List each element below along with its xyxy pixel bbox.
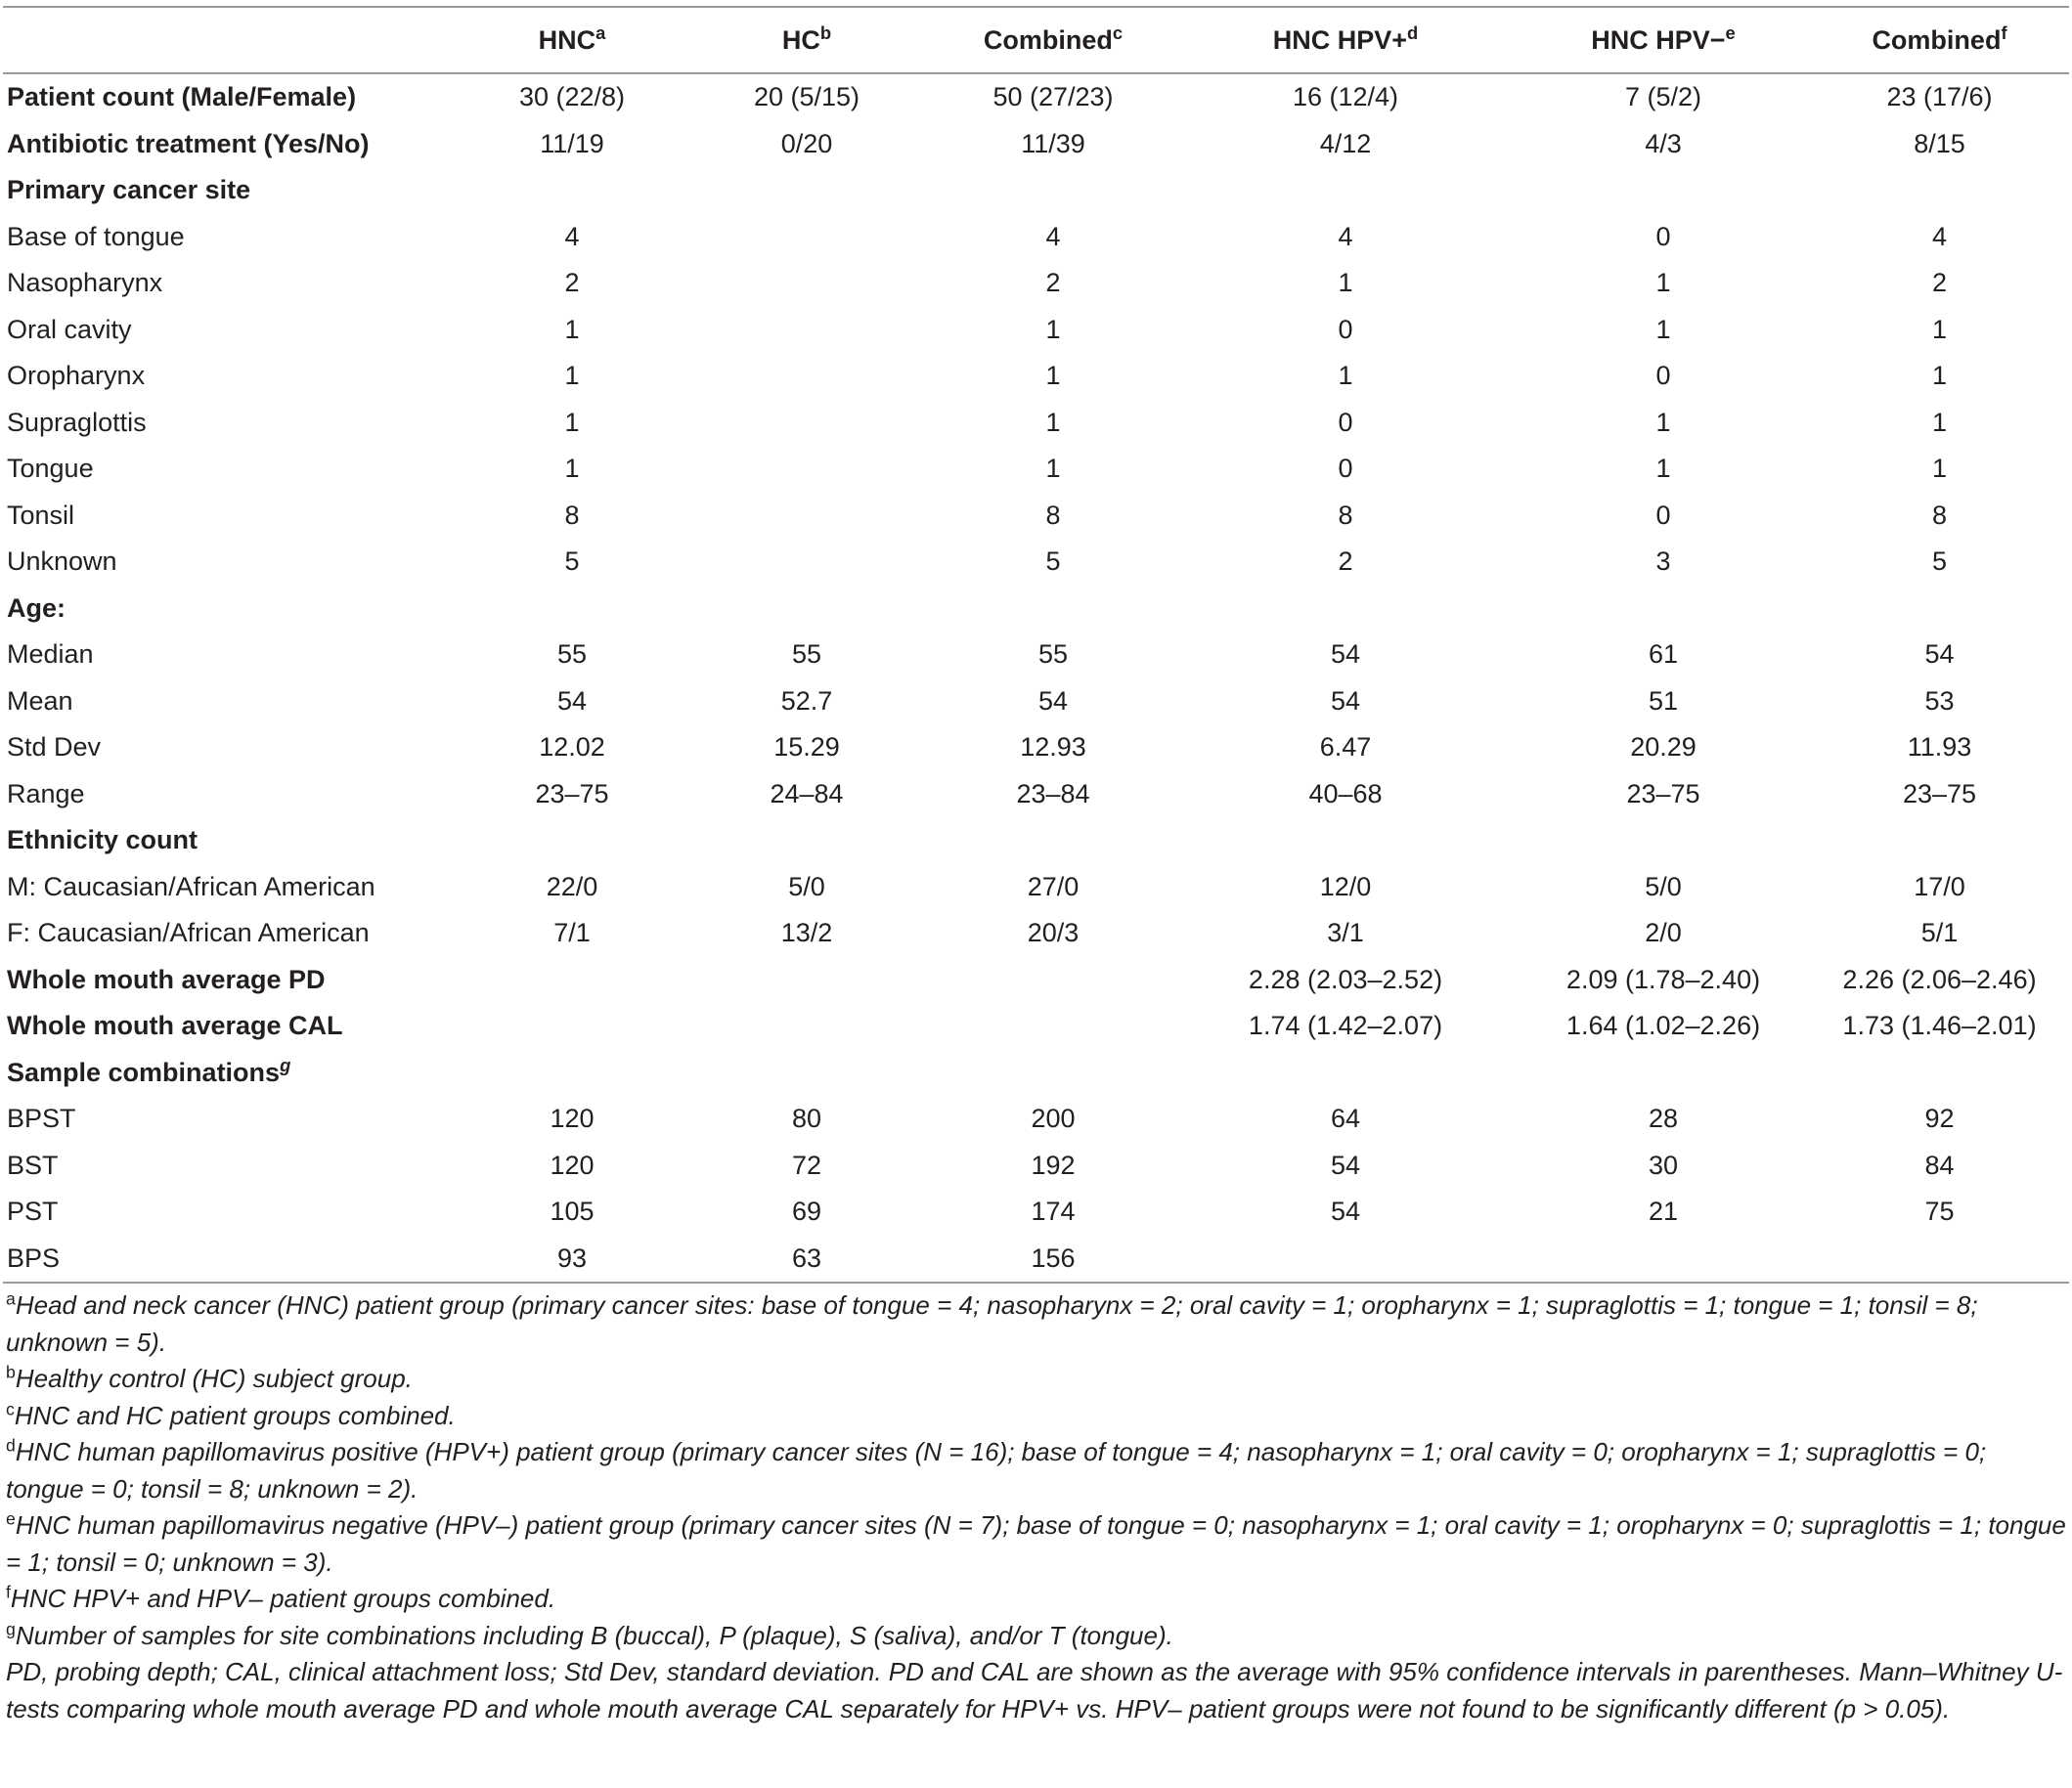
table-cell: 8 xyxy=(1931,500,1948,530)
row-label-cell xyxy=(3,1096,463,1143)
table-cell xyxy=(932,957,1174,1004)
table-cell: 1 xyxy=(564,454,580,484)
table-cell: 0 xyxy=(1655,500,1671,530)
table-cell: 13/2 xyxy=(780,918,833,948)
row-label-cell xyxy=(3,586,463,632)
table-cell: 93 xyxy=(556,1243,588,1273)
table-cell: 8 xyxy=(564,500,580,530)
table-cell: 120 xyxy=(550,1104,595,1134)
row-label-cell xyxy=(3,632,463,678)
footnote-marker: f xyxy=(6,1582,11,1602)
table-cell xyxy=(1174,586,1517,632)
table-cell xyxy=(932,1003,1174,1050)
table-cell: 1.73 (1.46–2.01) xyxy=(1842,1011,2037,1041)
row-label-cell xyxy=(3,167,463,214)
footnote xyxy=(6,1618,2067,1655)
table-row xyxy=(3,771,2069,818)
table-cell xyxy=(1174,167,1517,214)
table-cell: 0 xyxy=(1338,407,1353,437)
footnote xyxy=(6,1581,2067,1618)
table-cell: 23–75 xyxy=(1626,778,1700,808)
table-row xyxy=(3,1050,2069,1097)
table-cell: 2.09 (1.78–2.40) xyxy=(1565,964,1761,994)
row-label: M: Caucasian/African American xyxy=(7,871,375,901)
table-cell xyxy=(463,167,682,214)
table-cell xyxy=(1517,817,1810,864)
table-cell: 105 xyxy=(550,1197,595,1227)
column-header-label: HNC HPV− xyxy=(1591,24,1726,55)
row-label: Supraglottis xyxy=(7,407,147,437)
row-label: Mean xyxy=(7,685,73,716)
footnote-marker: g xyxy=(6,1618,16,1638)
table-cell: 4 xyxy=(564,221,580,251)
column-header-label: Combined xyxy=(983,24,1113,55)
table-cell: 55 xyxy=(556,639,588,670)
table-cell: 4 xyxy=(1338,221,1353,251)
table-row xyxy=(3,817,2069,864)
table-cell: 4 xyxy=(1045,221,1061,251)
table-cell: 24–84 xyxy=(770,778,844,808)
table-header xyxy=(3,7,2069,73)
table-cell xyxy=(1810,586,2069,632)
table-row xyxy=(3,353,2069,400)
table-cell xyxy=(1810,1236,2069,1284)
table-cell: 64 xyxy=(1330,1104,1361,1134)
abbreviations-note: PD, probing depth; CAL, clinical attachment loss; Std Dev, standard deviation. PD and CAL are shown as the average with 95% confidence intervals in parentheses. Mann–Whitney U-tests comparing whole mouth average PD and whole mouth average CAL separately for HPV+ vs. HPV– patient groups were not found to be significantly different (p > 0.05). xyxy=(6,1657,2063,1723)
table-cell: 2.28 (2.03–2.52) xyxy=(1248,964,1443,994)
table-cell: 4/12 xyxy=(1319,128,1372,158)
table-cell xyxy=(1517,586,1810,632)
table-cell: 21 xyxy=(1648,1197,1679,1227)
table-body xyxy=(3,73,2069,1283)
table-cell xyxy=(682,353,932,400)
table-cell: 4 xyxy=(1931,221,1948,251)
column-header xyxy=(932,7,1174,73)
table-cell xyxy=(1174,1050,1517,1097)
footnote-marker: a xyxy=(6,1288,16,1309)
table-cell: 12/0 xyxy=(1319,871,1372,901)
table-cell: 51 xyxy=(1648,685,1679,716)
footnote-marker: c xyxy=(6,1398,15,1418)
footnote-text: HNC and HC patient groups combined. xyxy=(14,1400,456,1430)
row-label-cell xyxy=(3,1050,463,1097)
row-label: Oropharynx xyxy=(7,361,146,391)
column-header xyxy=(463,7,682,73)
row-label: Tongue xyxy=(7,454,94,484)
table-cell: 1 xyxy=(564,407,580,437)
row-label-cell xyxy=(3,678,463,725)
table-cell: 1 xyxy=(1931,314,1948,344)
table-cell xyxy=(682,586,932,632)
row-label: BST xyxy=(7,1150,59,1180)
table-cell: 72 xyxy=(791,1150,822,1180)
table-cell: 55 xyxy=(1037,639,1069,670)
table-cell: 54 xyxy=(1330,685,1361,716)
table-cell: 23–75 xyxy=(535,778,609,808)
table-cell: 11/39 xyxy=(1021,128,1085,158)
table-cell xyxy=(682,307,932,354)
table-cell: 5/0 xyxy=(1645,871,1682,901)
table-cell: 23 (17/6) xyxy=(1886,82,1993,112)
column-header-label: Combined xyxy=(1872,24,2002,55)
table-cell xyxy=(932,586,1174,632)
table-cell: 1 xyxy=(1045,454,1061,484)
table-cell: 8 xyxy=(1338,500,1353,530)
table-cell: 0 xyxy=(1338,454,1353,484)
table-cell: 7/1 xyxy=(553,918,591,948)
column-header xyxy=(3,7,463,73)
table-row xyxy=(3,957,2069,1004)
demographics-table xyxy=(3,6,2069,1284)
table-cell: 156 xyxy=(1031,1243,1076,1273)
row-label-cell xyxy=(3,260,463,307)
table-cell: 3/1 xyxy=(1327,918,1364,948)
table-cell: 40–68 xyxy=(1308,778,1383,808)
table-cell: 0/20 xyxy=(780,128,833,158)
table-row xyxy=(3,1003,2069,1050)
row-label-cell xyxy=(3,446,463,493)
table-cell: 30 (22/8) xyxy=(518,82,626,112)
table-cell: 20 (5/15) xyxy=(753,82,860,112)
row-label-cell xyxy=(3,493,463,540)
table-cell: 2.26 (2.06–2.46) xyxy=(1842,964,2037,994)
row-label-cell xyxy=(3,1003,463,1050)
footnote-marker: a xyxy=(595,22,606,43)
table-cell: 53 xyxy=(1924,685,1955,716)
table-cell: 6.47 xyxy=(1319,732,1372,763)
row-label: Age: xyxy=(7,592,66,623)
table-cell xyxy=(682,260,932,307)
table-row xyxy=(3,910,2069,957)
row-label: Range xyxy=(7,778,85,808)
table-cell: 69 xyxy=(791,1197,822,1227)
row-label-cell xyxy=(3,957,463,1004)
table-cell xyxy=(682,446,932,493)
header-row xyxy=(3,7,2069,73)
table-row xyxy=(3,1096,2069,1143)
row-label: Primary cancer site xyxy=(7,175,251,205)
footnote-text: Healthy control (HC) subject group. xyxy=(15,1364,413,1393)
table-cell: 2/0 xyxy=(1645,918,1682,948)
table-cell: 120 xyxy=(550,1150,595,1180)
table-cell: 54 xyxy=(1330,1150,1361,1180)
table-cell: 1 xyxy=(1655,454,1671,484)
footnote-marker: d xyxy=(1407,22,1419,43)
table-cell: 92 xyxy=(1924,1104,1955,1134)
table-cell: 1 xyxy=(1655,407,1671,437)
column-header xyxy=(682,7,932,73)
table-row xyxy=(3,1143,2069,1190)
footnote-text: HNC human papillomavirus positive (HPV+) patient group (primary cancer sites (N = 16); base of tongue = 4; nasopharynx = 1; oral cavity = 0; oropharynx = 1; supraglottis = 0; tongue = 0; tonsil = 8; unknown = 2). xyxy=(6,1437,1987,1504)
table-cell xyxy=(682,167,932,214)
table-cell: 1 xyxy=(564,361,580,391)
footnote-text: HNC HPV+ and HPV– patient groups combined. xyxy=(10,1584,556,1613)
footnote-text: HNC human papillomavirus negative (HPV–) patient group (primary cancer sites (N = 7); base of tongue = 0; nasopharynx = 1; oral cavity = 1; oropharynx = 0; supraglottis = 1; tongue = 1; tonsil = 0; unknown = 3). xyxy=(6,1510,2066,1577)
table-cell: 15.29 xyxy=(773,732,840,763)
row-label-cell xyxy=(3,817,463,864)
table-cell: 8/15 xyxy=(1914,128,1965,158)
table-footnotes xyxy=(6,1284,2067,1727)
table-cell: 7 (5/2) xyxy=(1624,82,1702,112)
table-cell xyxy=(682,539,932,586)
table-cell: 20/3 xyxy=(1027,918,1080,948)
row-label: Patient count (Male/Female) xyxy=(7,82,357,112)
table-row xyxy=(3,260,2069,307)
table-cell xyxy=(682,1003,932,1050)
table-row xyxy=(3,73,2069,121)
row-label: Unknown xyxy=(7,546,117,577)
column-header-label: HNC HPV+ xyxy=(1272,24,1408,55)
table-cell: 3 xyxy=(1655,546,1671,577)
table-cell: 61 xyxy=(1648,639,1679,670)
table-cell: 23–75 xyxy=(1902,778,1977,808)
table-cell: 1 xyxy=(1655,314,1671,344)
table-cell: 5 xyxy=(1045,546,1061,577)
table-cell: 200 xyxy=(1031,1104,1076,1134)
table-cell: 1.64 (1.02–2.26) xyxy=(1565,1011,1761,1041)
column-header xyxy=(1810,7,2069,73)
table-cell: 0 xyxy=(1338,314,1353,344)
footnote-text: Head and neck cancer (HNC) patient group (primary cancer sites: base of tongue = 4; nasopharynx = 2; oral cavity = 1; oropharynx = 1; supraglottis = 1; tongue = 1; tonsil = 8; unknown = 5). xyxy=(6,1290,1978,1357)
table-cell xyxy=(463,1003,682,1050)
table-cell xyxy=(932,817,1174,864)
table-cell: 63 xyxy=(791,1243,822,1273)
table-row xyxy=(3,446,2069,493)
table-cell xyxy=(932,167,1174,214)
table-cell: 12.93 xyxy=(1020,732,1086,763)
table-cell: 1 xyxy=(1045,314,1061,344)
table-row xyxy=(3,121,2069,168)
table-cell: 5 xyxy=(1931,546,1948,577)
table-cell: 5 xyxy=(564,546,580,577)
table-cell: 54 xyxy=(556,685,588,716)
column-header xyxy=(1517,7,1810,73)
table-cell: 55 xyxy=(791,639,822,670)
row-label: Std Dev xyxy=(7,732,102,763)
row-label-cell xyxy=(3,353,463,400)
table-row xyxy=(3,214,2069,261)
table-cell: 1 xyxy=(1045,407,1061,437)
table-cell: 27/0 xyxy=(1027,871,1080,901)
table-cell: 1 xyxy=(1931,361,1948,391)
table-cell: 4/3 xyxy=(1645,128,1682,158)
table-cell xyxy=(682,400,932,447)
footnote-marker: d xyxy=(6,1435,16,1456)
table-cell: 1 xyxy=(1045,361,1061,391)
table-cell: 12.02 xyxy=(539,732,605,763)
footnote xyxy=(6,1507,2067,1581)
footnote xyxy=(6,1398,2067,1435)
table-cell: 54 xyxy=(1330,1197,1361,1227)
table-cell: 192 xyxy=(1031,1150,1076,1180)
table-cell xyxy=(1517,1236,1810,1284)
row-label-cell xyxy=(3,214,463,261)
row-label-cell xyxy=(3,1143,463,1190)
table-cell: 52.7 xyxy=(780,685,833,716)
table-cell: 1.74 (1.42–2.07) xyxy=(1248,1011,1443,1041)
table-row xyxy=(3,1189,2069,1236)
row-label: BPS xyxy=(7,1243,61,1273)
table-cell: 1 xyxy=(1931,454,1948,484)
table-cell xyxy=(682,493,932,540)
table-cell: 0 xyxy=(1655,361,1671,391)
row-label-cell xyxy=(3,910,463,957)
table-cell xyxy=(1810,1050,2069,1097)
row-label-cell xyxy=(3,307,463,354)
table-cell: 17/0 xyxy=(1914,871,1965,901)
table-row xyxy=(3,167,2069,214)
table-cell: 1 xyxy=(1338,268,1353,298)
table-cell xyxy=(463,957,682,1004)
table-cell: 80 xyxy=(791,1104,822,1134)
footnote xyxy=(6,1287,2067,1361)
row-label-cell xyxy=(3,771,463,818)
table-cell: 1 xyxy=(1338,361,1353,391)
table-row xyxy=(3,493,2069,540)
table-row xyxy=(3,632,2069,678)
footnote-marker: f xyxy=(2001,22,2007,43)
table-cell: 5/0 xyxy=(788,871,825,901)
column-header-label: HNC xyxy=(538,24,596,55)
footnote-marker: b xyxy=(819,22,832,43)
table-cell: 54 xyxy=(1037,685,1069,716)
footnote-marker: c xyxy=(1112,22,1124,43)
table-cell: 174 xyxy=(1031,1197,1076,1227)
table-cell: 20.29 xyxy=(1630,732,1697,763)
row-label: Whole mouth average CAL xyxy=(7,1011,343,1041)
table-cell: 5/1 xyxy=(1920,918,1959,948)
table-cell xyxy=(682,817,932,864)
row-label-cell xyxy=(3,73,463,121)
table-row xyxy=(3,1236,2069,1284)
table-row xyxy=(3,586,2069,632)
table-row xyxy=(3,678,2069,725)
row-label: PST xyxy=(7,1197,59,1227)
table-cell: 11/19 xyxy=(540,128,604,158)
table-cell: 23–84 xyxy=(1016,778,1090,808)
table-cell: 54 xyxy=(1330,639,1361,670)
row-label-cell xyxy=(3,1189,463,1236)
row-label-cell xyxy=(3,539,463,586)
table-cell xyxy=(1174,817,1517,864)
table-cell: 8 xyxy=(1045,500,1061,530)
row-label-cell xyxy=(3,400,463,447)
footnote-marker: g xyxy=(280,1054,291,1075)
row-label-cell xyxy=(3,864,463,911)
footnote-marker: e xyxy=(1725,22,1736,43)
footnote xyxy=(6,1361,2067,1398)
table-cell: 54 xyxy=(1924,639,1955,670)
table-cell xyxy=(682,957,932,1004)
table-row xyxy=(3,539,2069,586)
row-label: Sample combinations xyxy=(7,1057,281,1087)
table-cell xyxy=(1517,1050,1810,1097)
row-label: Base of tongue xyxy=(7,221,185,251)
table-cell: 2 xyxy=(1338,546,1353,577)
row-label: BPST xyxy=(7,1104,76,1134)
table-cell: 30 xyxy=(1648,1150,1679,1180)
footnote-marker: e xyxy=(6,1508,16,1529)
row-label-cell xyxy=(3,1236,463,1284)
table-cell: 1 xyxy=(1931,407,1948,437)
row-label: Antibiotic treatment (Yes/No) xyxy=(7,128,370,158)
table-cell: 0 xyxy=(1655,221,1671,251)
table-cell: 1 xyxy=(1655,268,1671,298)
footnote-text: Number of samples for site combinations including B (buccal), P (plaque), S (saliva), and/or T (tongue). xyxy=(15,1620,1173,1650)
footnote xyxy=(6,1434,2067,1507)
column-header xyxy=(1174,7,1517,73)
row-label-cell xyxy=(3,724,463,771)
table-cell: 75 xyxy=(1924,1197,1955,1227)
table-cell: 11.93 xyxy=(1907,732,1972,763)
table-cell: 1 xyxy=(564,314,580,344)
table-row xyxy=(3,307,2069,354)
row-label: Median xyxy=(7,639,94,670)
table-row xyxy=(3,864,2069,911)
table-cell: 16 (12/4) xyxy=(1292,82,1399,112)
row-label: Oral cavity xyxy=(7,314,132,344)
table-cell xyxy=(682,1050,932,1097)
table-cell: 50 (27/23) xyxy=(992,82,1114,112)
table-cell xyxy=(463,817,682,864)
table-cell: 2 xyxy=(1931,268,1948,298)
row-label: Ethnicity count xyxy=(7,825,198,855)
table-cell xyxy=(1810,167,2069,214)
table-cell xyxy=(682,214,932,261)
table-cell xyxy=(463,1050,682,1097)
table-cell xyxy=(932,1050,1174,1097)
table-cell: 2 xyxy=(1045,268,1061,298)
table-cell xyxy=(1517,167,1810,214)
table-cell xyxy=(463,586,682,632)
row-label: Nasopharynx xyxy=(7,268,163,298)
table-row xyxy=(3,724,2069,771)
table-cell: 2 xyxy=(564,268,580,298)
table-cell: 84 xyxy=(1924,1150,1955,1180)
table-cell xyxy=(1174,1236,1517,1284)
row-label: Tonsil xyxy=(7,500,75,530)
row-label-cell xyxy=(3,121,463,168)
row-label: F: Caucasian/African American xyxy=(7,918,370,948)
column-header-label: HC xyxy=(781,24,820,55)
table-cell: 28 xyxy=(1648,1104,1679,1134)
footnote-marker: b xyxy=(6,1362,16,1382)
table-row xyxy=(3,400,2069,447)
table-cell: 22/0 xyxy=(546,871,598,901)
table-cell xyxy=(1810,817,2069,864)
row-label: Whole mouth average PD xyxy=(7,964,326,994)
